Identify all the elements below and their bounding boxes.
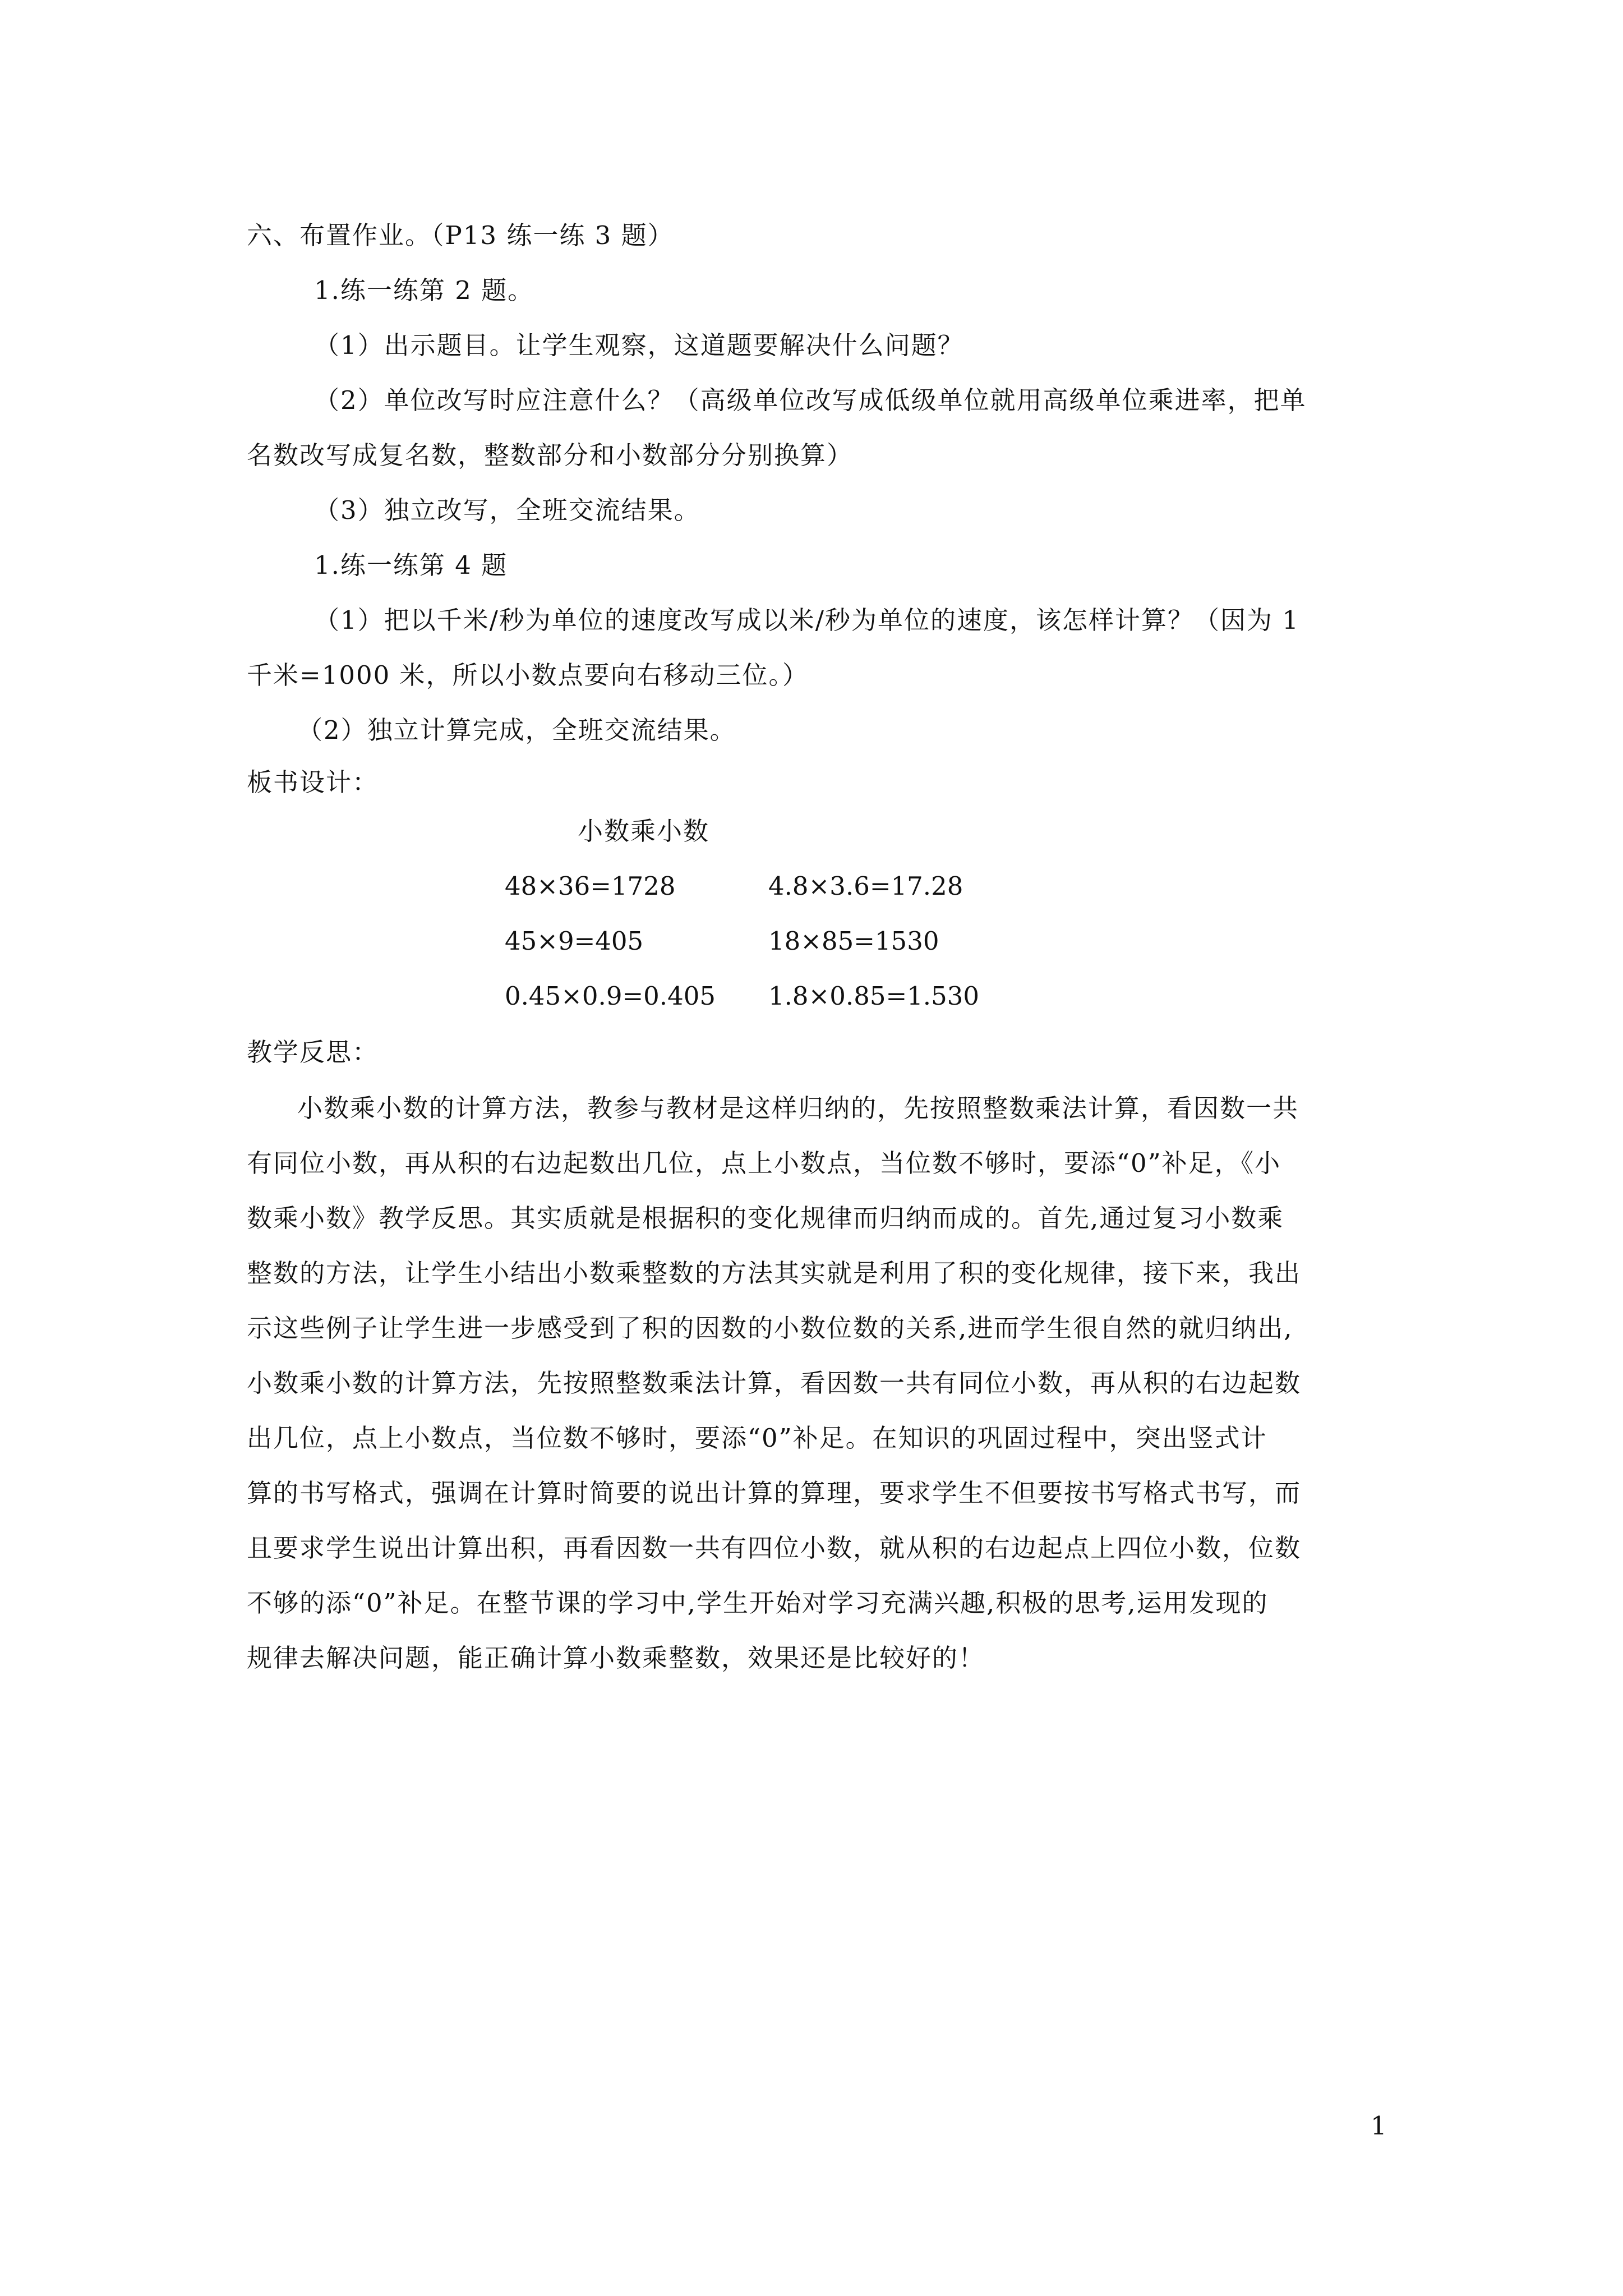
reflection-line: 出几位，点上小数点，当位数不够时，要添“0”补足。在知识的巩固过程中，突出竖式计 — [247, 1423, 1267, 1453]
board-equation-right: 18×85=1530 — [768, 926, 939, 956]
board-equation-right: 1.8×0.85=1.530 — [768, 981, 979, 1011]
practice-item-4: 1.练一练第 4 题 — [314, 550, 508, 580]
reflection-line: 整数的方法，让学生小结出小数乘整数的方法其实就是利用了积的变化规律，接下来，我出 — [247, 1258, 1302, 1288]
board-equation-left: 45×9=405 — [505, 926, 644, 956]
reflection-line: 算的书写格式，强调在计算时简要的说出计算的算理，要求学生不但要按书写格式书写，而 — [247, 1478, 1302, 1508]
practice-2-step-2-continued: 名数改写成复名数，整数部分和小数部分分别换算） — [247, 440, 854, 470]
homework-heading: 六、布置作业。（P13 练一练 3 题） — [247, 220, 674, 250]
practice-2-step-2: （2）单位改写时应注意什么？（高级单位改写成低级单位就用高级单位乘进率，把单 — [314, 385, 1307, 415]
reflection-line: 数乘小数》教学反思。其实质就是根据积的变化规律而归纳而成的。首先,通过复习小数乘 — [247, 1203, 1284, 1233]
reflection-line: 规律去解决问题，能正确计算小数乘整数，效果还是比较好的！ — [247, 1643, 985, 1673]
page-number: 1 — [1371, 2111, 1387, 2141]
practice-2-step-3: （3）独立改写，全班交流结果。 — [314, 495, 700, 525]
board-design-heading: 板书设计： — [247, 767, 379, 797]
practice-4-step-1-continued: 千米=1000 米，所以小数点要向右移动三位。） — [247, 660, 809, 690]
practice-4-step-1: （1）把以千米/秒为单位的速度改写成以米/秒为单位的速度，该怎样计算？（因为 1 — [314, 605, 1299, 635]
board-equation-left: 0.45×0.9=0.405 — [505, 981, 716, 1011]
practice-4-step-2: （2）独立计算完成，全班交流结果。 — [297, 715, 736, 745]
board-equation-right: 4.8×3.6=17.28 — [768, 871, 963, 901]
board-row — [505, 924, 1066, 979]
board-equation-left: 48×36=1728 — [505, 871, 676, 901]
practice-item-2: 1.练一练第 2 题。 — [314, 275, 534, 305]
reflection-heading: 教学反思： — [247, 1037, 379, 1067]
board-equations — [505, 869, 1066, 1034]
board-row — [505, 979, 1066, 1034]
reflection-line: 示这些例子让学生进一步感受到了积的因数的小数位数的关系,进而学生很自然的就归纳出, — [247, 1313, 1293, 1343]
practice-2-step-1: （1）出示题目。让学生观察，这道题要解决什么问题？ — [314, 330, 964, 360]
reflection-line: 小数乘小数的计算方法，教参与教材是这样归纳的，先按照整数乘法计算，看因数一共 — [297, 1093, 1299, 1123]
reflection-line: 有同位小数，再从积的右边起数出几位，点上小数点，当位数不够时，要添“0”补足，《小 — [247, 1148, 1281, 1178]
board-title: 小数乘小数 — [578, 816, 710, 846]
reflection-line: 小数乘小数的计算方法，先按照整数乘法计算，看因数一共有同位小数，再从积的右边起数 — [247, 1368, 1302, 1398]
board-row — [505, 869, 1066, 924]
reflection-line: 不够的添“0”补足。在整节课的学习中,学生开始对学习充满兴趣,积极的思考,运用发现的 — [247, 1588, 1269, 1618]
reflection-line: 且要求学生说出计算出积，再看因数一共有四位小数，就从积的右边起点上四位小数，位数 — [247, 1533, 1302, 1563]
